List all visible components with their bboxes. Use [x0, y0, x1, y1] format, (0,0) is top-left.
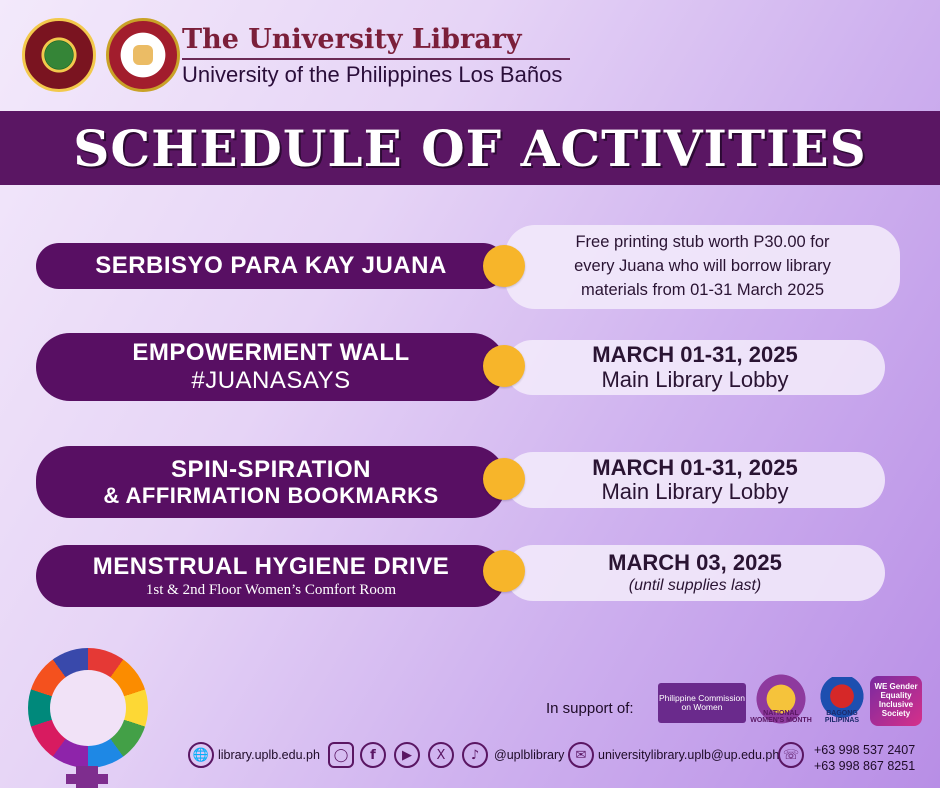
activity-3-name-line-1: SPIN-SPIRATION — [171, 455, 371, 483]
header — [22, 18, 582, 110]
up-seal-logo — [22, 18, 96, 92]
activity-2-name: EMPOWERMENT WALL — [132, 339, 410, 367]
activity-2-pill — [36, 333, 506, 401]
activity-1-detail-line-1: Free printing stub worth P30.00 for — [575, 233, 830, 252]
nwm-logo-text: NATIONAL WOMEN'S MONTH — [750, 709, 812, 725]
activity-4-date: MARCH 03, 2025 — [608, 550, 782, 576]
instagram-icon[interactable]: ◯ — [328, 742, 354, 768]
wee-logo-text: WE Gender Equality Inclusive Society — [874, 682, 918, 718]
title-banner — [0, 111, 940, 185]
email-icon: ✉ — [568, 742, 594, 768]
activity-2-bullet — [483, 345, 525, 387]
pcw-logo — [658, 683, 746, 723]
nwm-logo — [750, 673, 812, 725]
activity-1-pill — [36, 243, 506, 289]
wee-logo — [870, 676, 922, 726]
activity-1-detail-line-2: every Juana who will borrow library — [574, 257, 831, 276]
activity-4-details — [505, 545, 885, 601]
page-title: SCHEDULE OF ACTIVITIES — [73, 118, 867, 178]
social-handle[interactable]: @uplblibrary — [494, 748, 565, 762]
activity-4-bullet — [483, 550, 525, 592]
university-library-seal-logo — [106, 18, 180, 92]
pcw-logo-text: Philippine Commission on Women — [659, 692, 745, 712]
website-link[interactable]: library.uplb.edu.ph — [218, 748, 320, 762]
activity-3-pill — [36, 446, 506, 518]
phone-2[interactable]: +63 998 867 8251 — [814, 759, 916, 774]
activity-4-location: 1st & 2nd Floor Women’s Comfort Room — [145, 581, 397, 598]
tiktok-icon[interactable]: ♪ — [462, 742, 488, 768]
activity-4-pill — [36, 545, 506, 607]
activity-2-hashtag: #JUANASAYS — [191, 367, 351, 394]
activity-1-detail-line-3: materials from 01-31 March 2025 — [580, 280, 825, 299]
phone-icon: ☏ — [778, 742, 804, 768]
bp-logo-text: BAGONG PILIPINAS — [824, 709, 860, 725]
bagong-pilipinas-logo — [816, 677, 868, 725]
support-label: In support of: — [546, 700, 634, 717]
activity-3-venue: Main Library Lobby — [601, 479, 789, 504]
activity-2-venue: Main Library Lobby — [601, 366, 789, 392]
activity-3-date: MARCH 01-31, 2025 — [592, 454, 798, 480]
x-icon[interactable]: X — [428, 742, 454, 768]
facebook-icon[interactable]: f — [360, 742, 386, 768]
email-link[interactable]: universitylibrary.uplb@up.edu.ph — [598, 748, 780, 762]
globe-icon: 🌐 — [188, 742, 214, 768]
activity-4-note: (until supplies last) — [628, 576, 762, 594]
phone-numbers — [814, 742, 915, 775]
youtube-icon[interactable]: ▶ — [394, 742, 420, 768]
activity-2-date: MARCH 01-31, 2025 — [592, 342, 798, 368]
header-subtitle: University of the Philippines Los Baños — [182, 62, 563, 87]
activity-1-name: SERBISYO PARA KAY JUANA — [95, 252, 447, 280]
header-title: The University Library — [182, 24, 522, 55]
activity-1-details — [505, 225, 900, 309]
phone-1[interactable]: +63 998 537 2407 — [814, 743, 916, 757]
header-divider — [182, 58, 570, 60]
activity-4-name: MENSTRUAL HYGIENE DRIVE — [92, 553, 450, 581]
activity-1-bullet — [483, 245, 525, 287]
contact-footer — [0, 740, 940, 776]
activity-3-name-line-2: & AFFIRMATION BOOKMARKS — [103, 483, 439, 509]
activity-2-details — [505, 340, 885, 395]
activity-3-details — [505, 452, 885, 508]
activity-3-bullet — [483, 458, 525, 500]
